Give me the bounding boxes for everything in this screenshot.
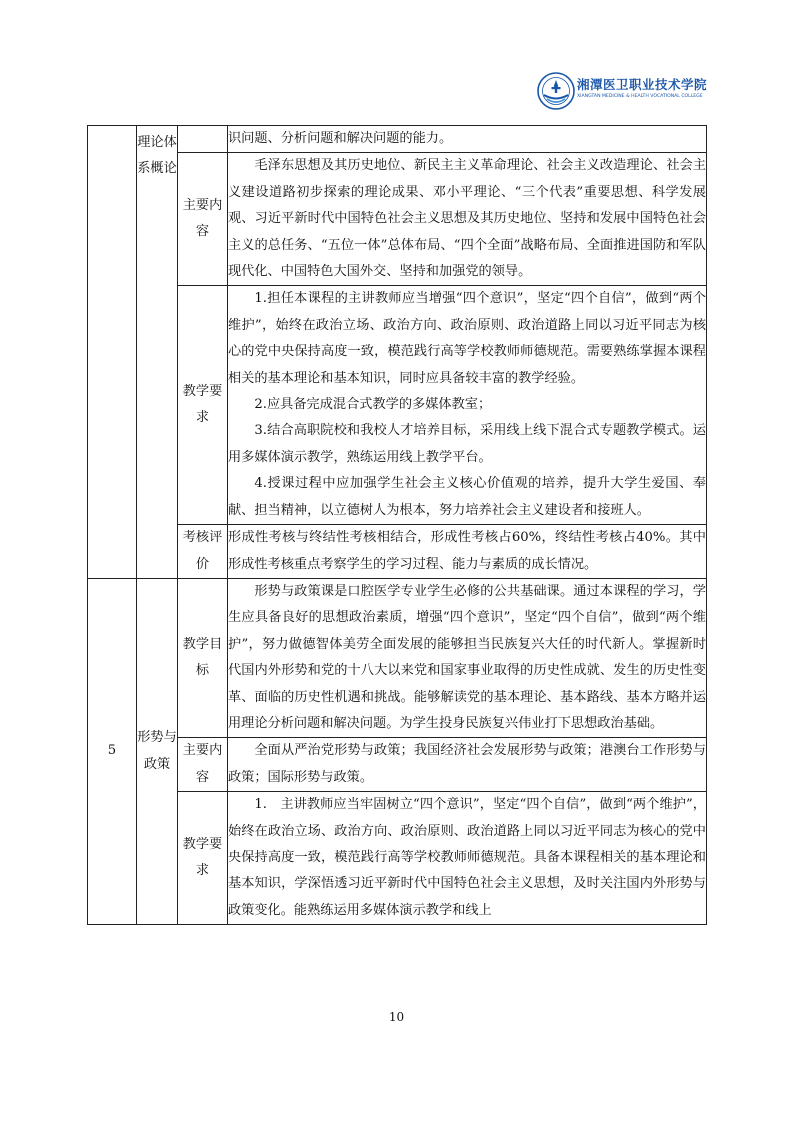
goal-text: 识问题、分析问题和解决问题的能力。: [228, 126, 707, 153]
table-row: [88, 286, 707, 525]
requirement-item: 3.结合高职院校和我校人才培养目标，采用线上线下混合式专题教学模式。运用多媒体演示教学，熟练运用线上教学平台。: [228, 423, 706, 465]
row-label: 考核评价: [178, 525, 228, 579]
requirement-item: 2.应具备完成混合式教学的多媒体教室；: [254, 397, 492, 413]
requirement-text: [228, 286, 707, 525]
college-seal-icon: [537, 72, 575, 110]
curriculum-table: [87, 125, 707, 925]
course-name: 形势与政策: [137, 578, 178, 924]
content-text: 全面从严治党形势与政策；我国经济社会发展形势与政策；港澳台工作形势与政策；国际形势与政策。: [228, 738, 707, 792]
row-label: 教学要求: [178, 286, 228, 525]
goal-text: 形势与政策课是口腔医学专业学生必修的公共基础课。通过本课程的学习，学生应具备良好的思想政治素质，增强“四个意识”，坚定“四个自信”，做到“两个维护”，努力做德智体美劳全面发展的能够担当民族复兴大任的时代新人。掌握新时代国内外形势和党的十八大以来党和国家事业取得的历史性成就、发生的历史性变革、面临的历史性机遇和挑战。能够解读党的基本理论、基本路线、基本方略并运用理论分析问题和解决问题。为学生投身民族复兴伟业打下思想政治基础。: [228, 578, 707, 737]
evaluation-text: 形成性考核与终结性考核相结合，形成性考核占60%，终结性考核占40%。其中形成性考核重点考察学生的学习过程、能力与素质的成长情况。: [228, 525, 707, 579]
requirement-item: 1.担任本课程的主讲教师应当增强“四个意识”，坚定“四个自信”，做到“两个维护”，始终在政治立场、政治方向、政治原则、政治道路上同以习近平同志为核心的党中央保持高度一致，模范践行高等学校教师师德规范。需要熟练掌握本课程相关的基本理论和基本知识，同时应具备较丰富的教学经验。: [228, 291, 706, 386]
table-row: [88, 738, 707, 792]
table-row: [88, 792, 707, 925]
content-text: 毛泽东思想及其历史地位、新民主主义革命理论、社会主义改造理论、社会主义建设道路初步探索的理论成果、邓小平理论、“三个代表”重要思想、科学发展观、习近平新时代中国特色社会主义思想及其历史地位、坚持和发展中国特色社会主义的总任务、“五位一体”总体布局、“四个全面”战略布局、全面推进国防和军队现代化、中国特色大国外交、坚持和加强党的领导。: [228, 153, 707, 286]
logo-name-en: XIANGTAN MEDICINE & HEALTH VOCATIONAL COLLEGE: [577, 94, 703, 99]
row-label: 主要内容: [178, 738, 228, 792]
row-label-empty: [178, 126, 228, 153]
logo-name-cn: 湘潭医卫职业技术学院: [577, 77, 708, 92]
table-row: [88, 126, 707, 153]
table-row: [88, 578, 707, 737]
row-label: 教学目标: [178, 578, 228, 737]
table-row: [88, 525, 707, 579]
course-number-cell: [88, 126, 137, 579]
requirement-text: 1. 主讲教师应当牢固树立“四个意识”，坚定“四个自信”，做到“两个维护”，始终在政治立场、政治方向、政治原则、政治道路上同以习近平同志为核心的党中央保持高度一致，模范践行高等学校教师师德规范。具备本课程相关的基本理论和基本知识，学深悟透习近平新时代中国特色社会主义思想，及时关注国内外形势与政策变化。能熟练运用多媒体演示教学和线上: [228, 792, 707, 925]
college-logo: [537, 67, 707, 115]
row-label: 教学要求: [178, 792, 228, 925]
row-label: 主要内容: [178, 153, 228, 286]
course-name: 理论体系概论: [137, 126, 178, 579]
table-row: [88, 153, 707, 286]
requirement-item: 4.授课过程中应加强学生社会主义核心价值观的培养，提升大学生爱国、奉献、担当精神，以立德树人为根本，努力培养社会主义建设者和接班人。: [228, 476, 706, 518]
page-number: 10: [388, 1010, 405, 1024]
course-number: 5: [88, 578, 137, 924]
